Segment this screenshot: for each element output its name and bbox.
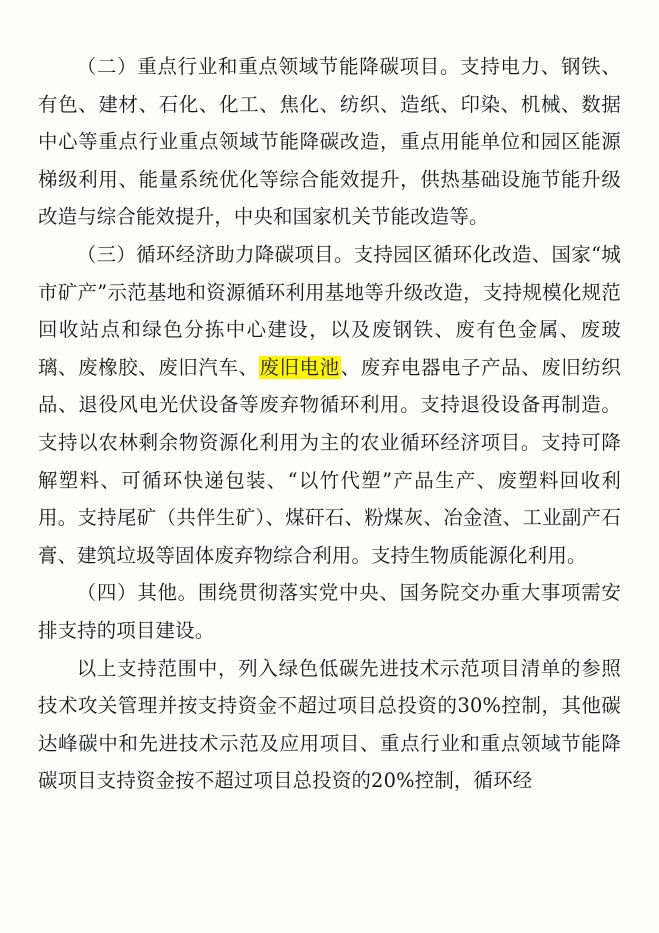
paragraph-four-text: （四）其他。围绕贯彻落实党中央、国务院交办重大事项需安排支持的项目建设。	[38, 581, 621, 642]
paragraph-four	[38, 574, 621, 649]
paragraph-three-text-part-1: （三）循环经济助力降碳项目。支持园区循环化改造、国家“城市矿产”示范基地和资源循环利用基地等升级改造，支持规模化规范回收站点和绿色分拣中心建设，以及废钢铁、废有色金属、废玻璃、废橡胶、废旧汽车、	[38, 242, 621, 379]
paragraph-five-text: 以上支持范围中，列入绿色低碳先进技术示范项目清单的参照技术攻关管理并按支持资金不超过项目总投资的30%控制，其他碳达峰碳中和先进技术示范及应用项目、重点行业和重点领域节能降碳项目支持资金按不超过项目总投资的20%控制，循环经	[38, 656, 621, 793]
paragraph-two	[38, 48, 621, 236]
document-body	[38, 48, 621, 800]
paragraph-three	[38, 236, 621, 574]
paragraph-two-text: （二）重点行业和重点领域节能降碳项目。支持电力、钢铁、有色、建材、石化、化工、焦化、纺织、造纸、印染、机械、数据中心等重点行业重点领域节能降碳改造，重点用能单位和园区能源梯级利用、能量系统优化等综合能效提升，供热基础设施节能升级改造与综合能效提升，中央和国家机关节能改造等。	[38, 55, 621, 229]
paragraph-three-text-part-2: 、废弃电器电子产品、废旧纺织品、退役风电光伏设备等废弃物循环利用。支持退役设备再制造。支持以农林剩余物资源化利用为主的农业循环经济项目。支持可降解塑料、可循环快递包装、“以竹代塑”产品生产、废塑料回收利用。支持尾矿（共伴生矿）、煤矸石、粉煤灰、冶金渣、工业副产石膏、建筑垃圾等固体废弃物综合利用。支持生物质能源化利用。	[38, 355, 621, 567]
highlighted-term-waste-battery: 废旧电池	[259, 355, 340, 379]
paragraph-five	[38, 650, 621, 800]
